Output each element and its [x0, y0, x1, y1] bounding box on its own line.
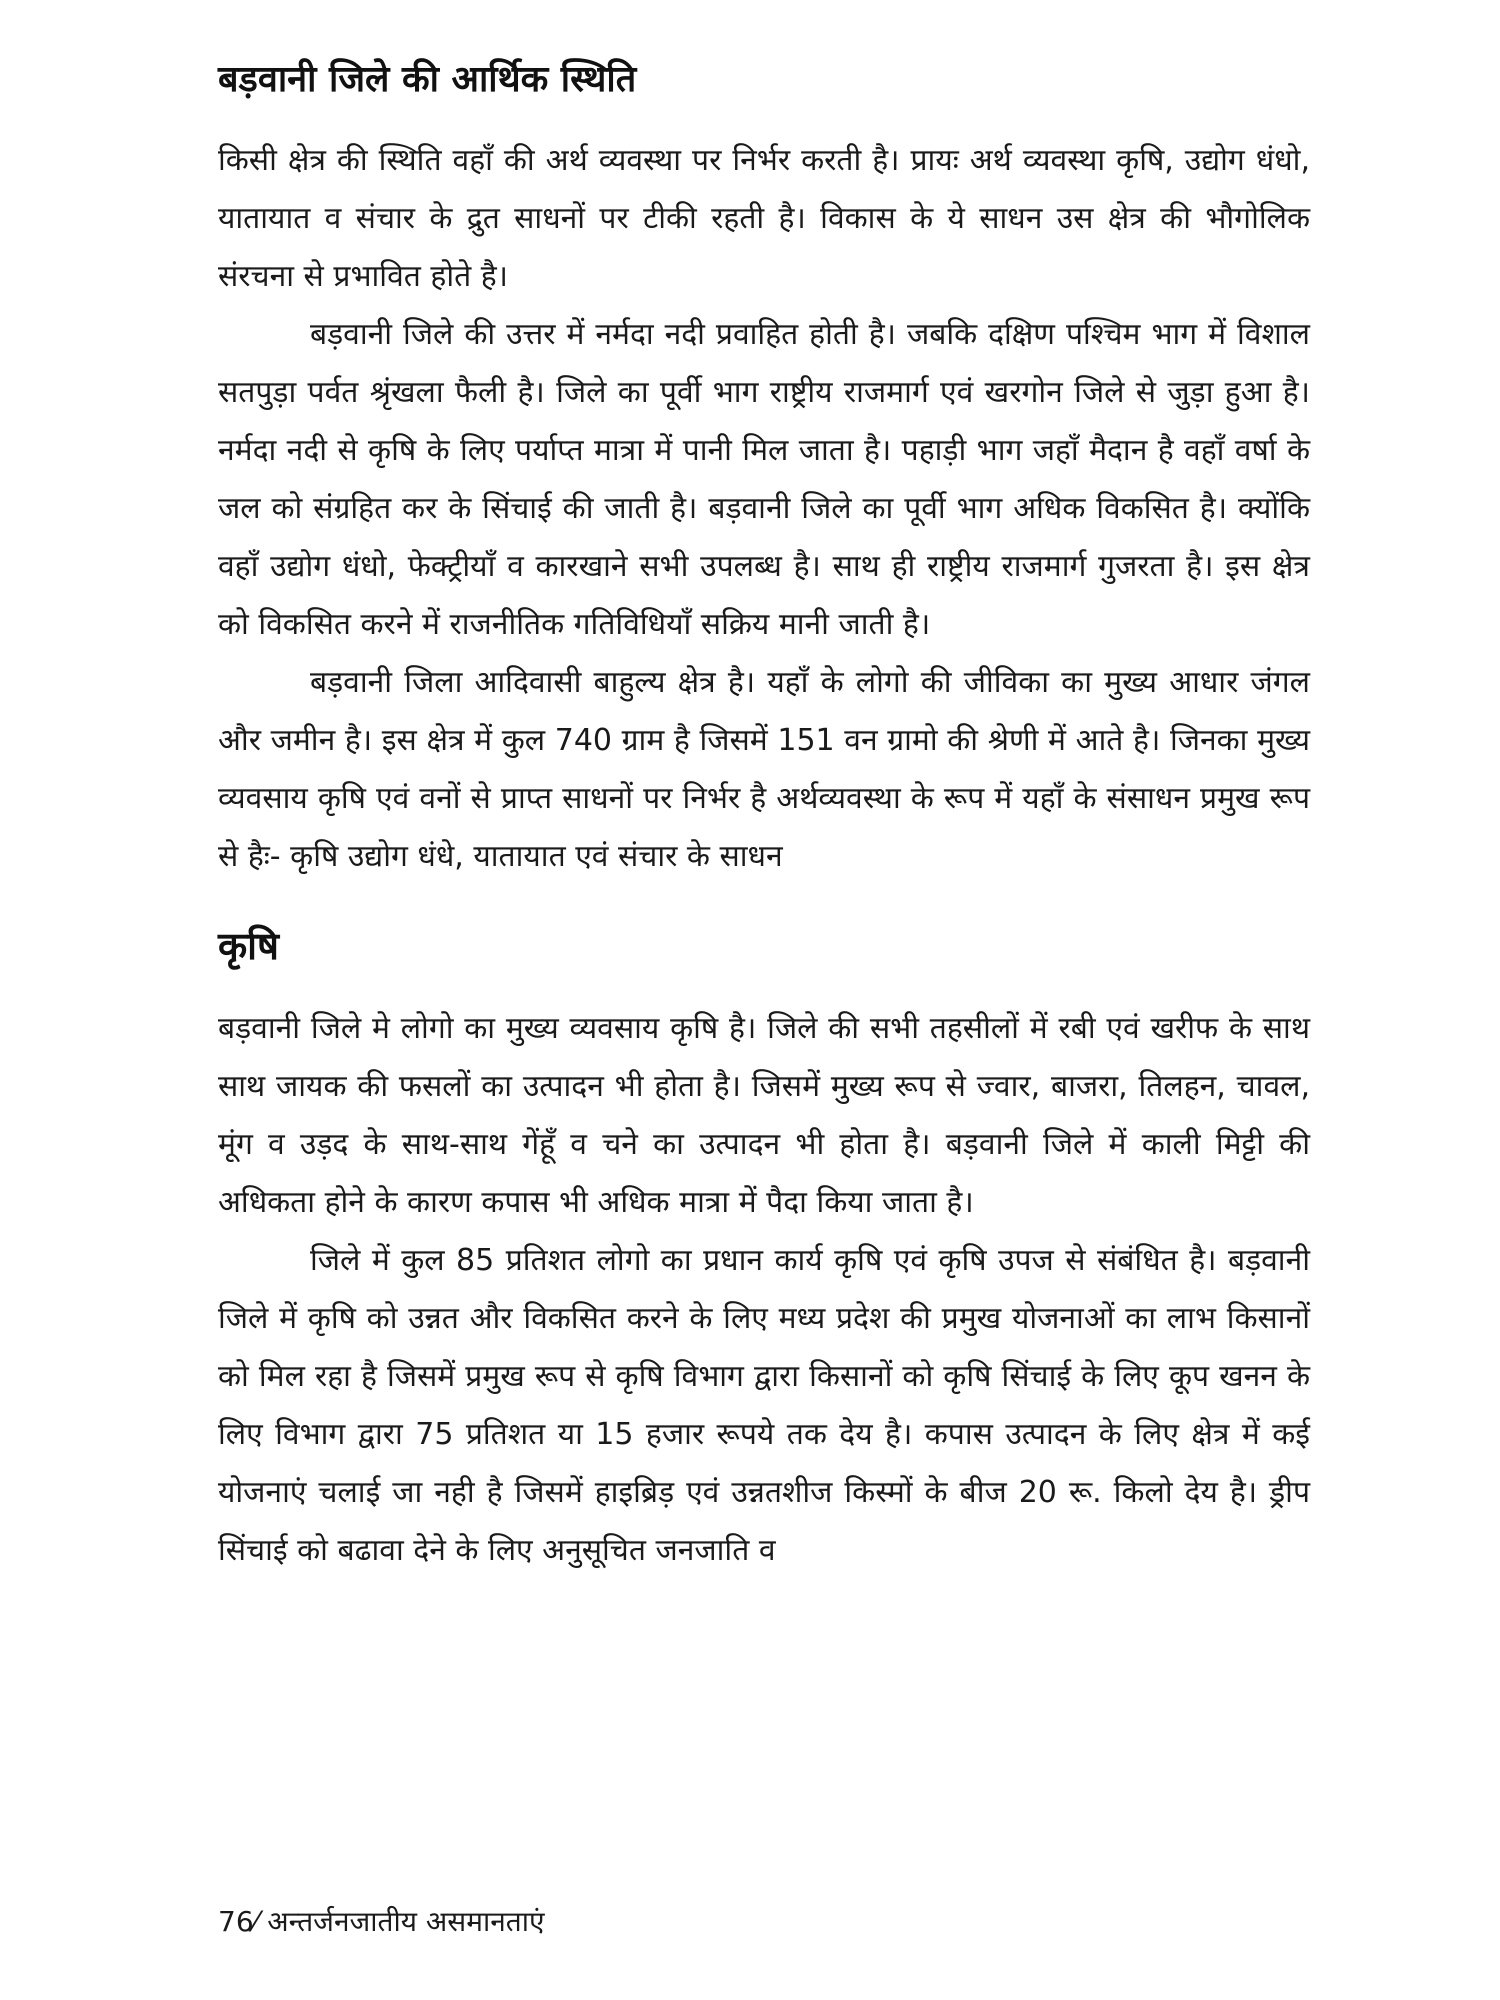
page-content	[218, 48, 1310, 1580]
paragraph: बड़वानी जिले की उत्तर में नर्मदा नदी प्रवाहित होती है। जबकि दक्षिण पश्चिम भाग में विशाल सतपुड़ा पर्वत श्रृंखला फैली है। जिले का पूर्वी भाग राष्ट्रीय राजमार्ग एवं खरगोन जिले से जुड़ा हुआ है। नर्मदा नदी से कृषि के लिए पर्याप्त मात्रा में पानी मिल जाता है। पहाड़ी भाग जहाँ मैदान है वहाँ वर्षा के जल को संग्रहित कर के सिंचाई की जाती है। बड़वानी जिले का पूर्वी भाग अधिक विकसित है। क्योंकि वहाँ उद्योग धंधो, फेक्ट्रीयाँ व कारखाने सभी उपलब्ध है। साथ ही राष्ट्रीय राजमार्ग गुजरता है। इस क्षेत्र को विकसित करने में राजनीतिक गतिविधियाँ सक्रिय मानी जाती है।	[218, 317, 1310, 642]
page-footer: 76⁄ अन्तर्जनजातीय असमानताएं	[218, 1905, 545, 1938]
paragraph: जिले में कुल 85 प्रतिशत लोगो का प्रधान कार्य कृषि एवं कृषि उपज से संबंधित है। बड़वानी जिले में कृषि को उन्नत और विकसित करने के लिए मध्य प्रदेश की प्रमुख योजनाओं का लाभ किसानों को मिल रहा है जिसमें प्रमुख रूप से कृषि विभाग द्वारा किसानों को कृषि सिंचाई के लिए कूप खनन के लिए विभाग द्वारा 75 प्रतिशत या 15 हजार रूपये तक देय है। कपास उत्पादन के लिए क्षेत्र में कई योजनाएं चलाई जा नही है जिसमें हाइब्रिड़ एवं उन्नतशीज किस्मों के बीज 20 रू. किलो देय है। ड्रीप सिंचाई को बढावा देने के लिए अनुसूचित जनजाति व	[218, 1243, 1310, 1568]
section-heading-agriculture: कृषि	[218, 924, 279, 968]
paragraph: किसी क्षेत्र की स्थिति वहाँ की अर्थ व्यवस्था पर निर्भर करती है। प्रायः अर्थ व्यवस्था कृषि, उद्योग धंधो, यातायात व संचार के द्रुत साधनों पर टीकी रहती है। विकास के ये साधन उस क्षेत्र की भौगोलिक संरचना से प्रभावित होते है।	[218, 143, 1310, 294]
paragraph: बड़वानी जिले मे लोगो का मुख्य व्यवसाय कृषि है। जिले की सभी तहसीलों में रबी एवं खरीफ के साथ साथ जायक की फसलों का उत्पादन भी होता है। जिसमें मुख्य रूप से ज्वार, बाजरा, तिलहन, चावल, मूंग व उड़द के साथ-साथ गेंहूँ व चने का उत्पादन भी होता है। बड़वानी जिले में काली मिट्टी की अधिकता होने के कारण कपास भी अधिक मात्रा में पैदा किया जाता है।	[218, 1011, 1310, 1220]
paragraph: बड़वानी जिला आदिवासी बाहुल्य क्षेत्र है। यहाँ के लोगो की जीविका का मुख्य आधार जंगल और जमीन है। इस क्षेत्र में कुल 740 ग्राम है जिसमें 151 वन ग्रामो की श्रेणी में आते है। जिनका मुख्य व्यवसाय कृषि एवं वनों से प्राप्त साधनों पर निर्भर है अर्थव्यवस्था के रूप में यहाँ के संसाधन प्रमुख रूप से हैः- कृषि उद्योग धंधे, यातायात एवं संचार के साधन	[218, 665, 1310, 874]
section-heading-economic-status: बड़वानी जिले की आर्थिक स्थिति	[218, 59, 637, 100]
